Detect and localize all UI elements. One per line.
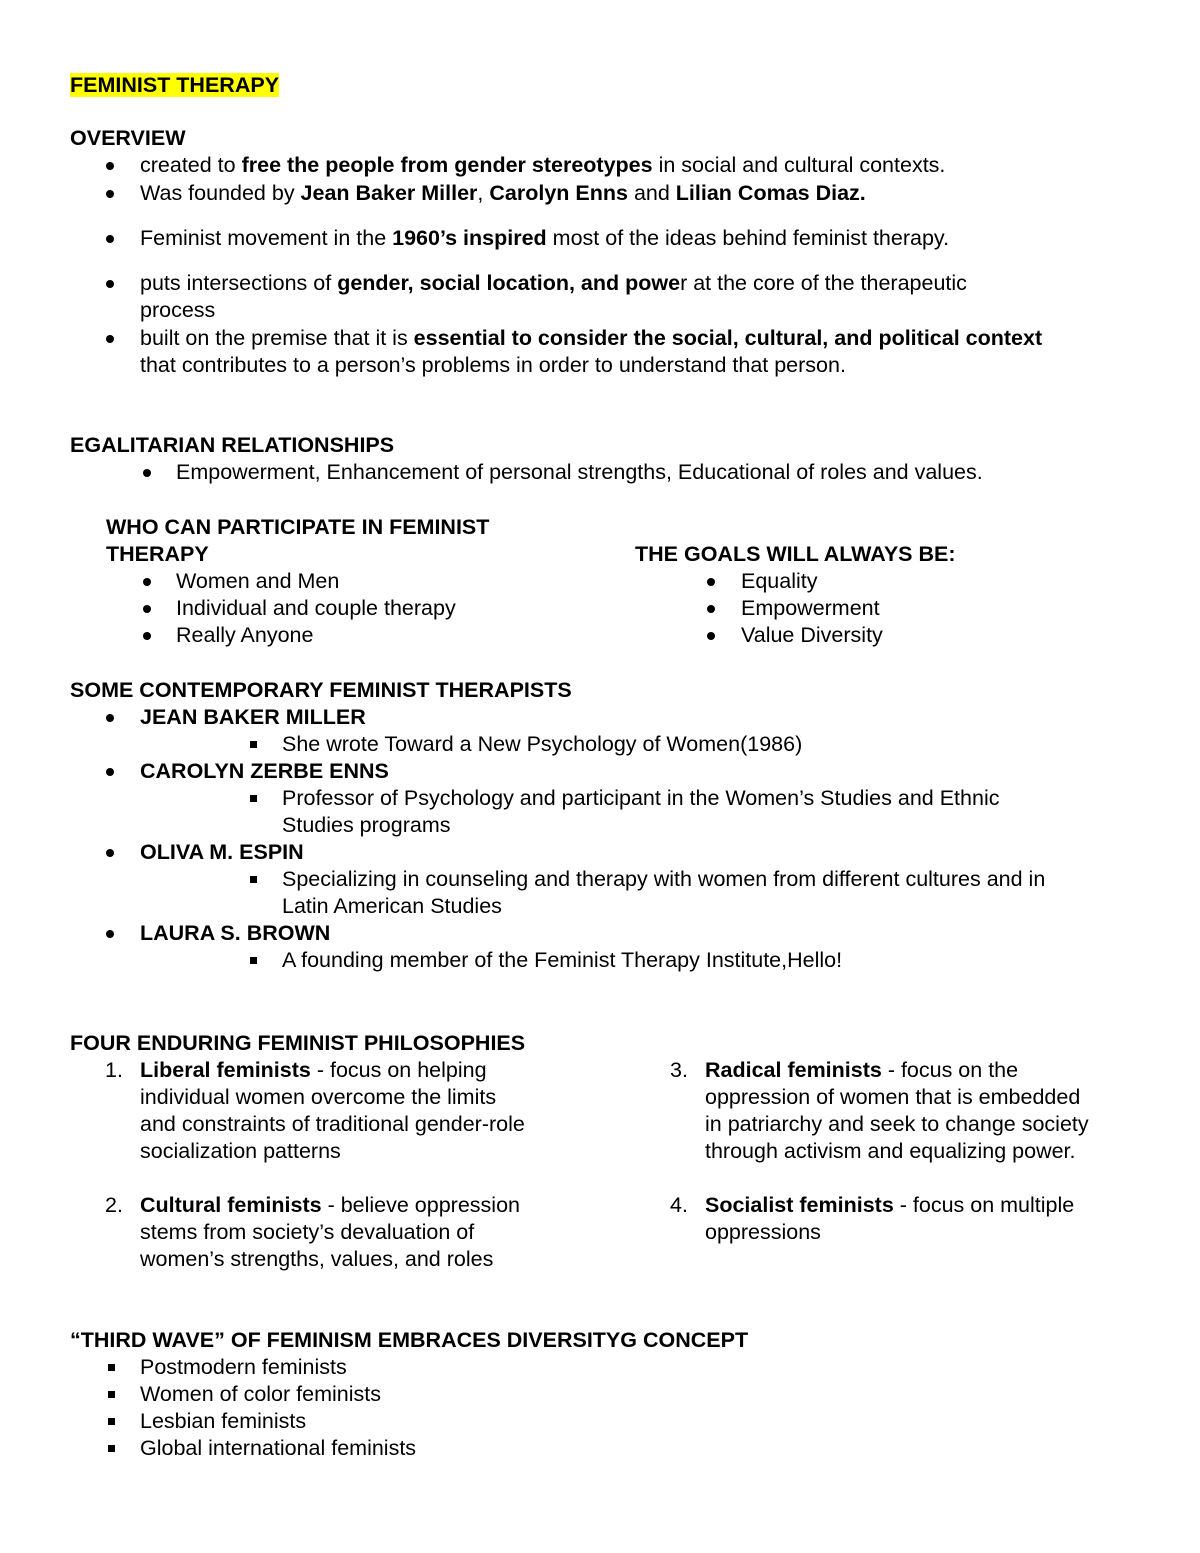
square-bullet-icon	[108, 1445, 115, 1452]
document-title	[70, 72, 279, 99]
text: She wrote Toward a New Psychology of Women(1986)	[282, 732, 803, 756]
text: Postmodern feminists	[140, 1355, 347, 1379]
square-bullet-icon	[108, 1391, 115, 1398]
square-bullet-icon	[108, 1418, 115, 1425]
therapist-name	[70, 758, 1150, 785]
bold-text: Liberal feminists	[140, 1058, 311, 1082]
text: Studies programs	[282, 813, 451, 837]
bold-text: 1960’s inspired	[392, 226, 547, 250]
text: Feminist movement in the	[140, 226, 393, 250]
title-highlight: FEMINIST THERAPY	[70, 73, 280, 97]
bold-text: JEAN BAKER MILLER	[140, 705, 366, 729]
text: women’s strengths, values, and roles	[140, 1247, 494, 1271]
bold-text: CAROLYN ZERBE ENNS	[140, 759, 389, 783]
bullet-icon	[143, 469, 151, 477]
text: and	[627, 181, 676, 205]
therapist-name	[70, 839, 1150, 866]
text: Global international feminists	[140, 1436, 417, 1460]
text: built on the premise that it is	[140, 326, 414, 350]
text: Latin American Studies	[282, 894, 502, 918]
who-heading	[106, 514, 489, 568]
heading-line: WHO CAN PARTICIPATE IN FEMINIST	[106, 515, 490, 539]
bold-text: Cultural feminists	[140, 1193, 322, 1217]
bold-text: Jean Baker Miller	[300, 181, 478, 205]
bullet-icon	[143, 605, 151, 613]
therapist-detail	[70, 947, 1150, 974]
third-wave-heading: “THIRD WAVE” OF FEMINISM EMBRACES DIVERSITYG CONCEPT	[70, 1328, 749, 1352]
text: Value Diversity	[741, 623, 883, 647]
text: Individual and couple therapy	[176, 596, 456, 620]
text: most of the ideas behind feminist therapy.	[546, 226, 950, 250]
bold-text: Carolyn Enns	[489, 181, 628, 205]
bullet-icon	[106, 849, 114, 857]
bullet-icon	[707, 632, 715, 640]
bold-text: Lilian Comas Diaz.	[675, 181, 866, 205]
text: puts intersections of	[140, 271, 338, 295]
bullet-icon	[143, 578, 151, 586]
therapist-name	[70, 704, 1150, 731]
therapist-name	[70, 920, 1150, 947]
square-bullet-icon	[250, 741, 257, 748]
text: Empowerment	[741, 596, 880, 620]
text: individual women overcome the limits	[140, 1085, 497, 1109]
therapists-heading: SOME CONTEMPORARY FEMINIST THERAPISTS	[70, 678, 572, 702]
text: through activism and equalizing power.	[705, 1139, 1076, 1163]
therapist-detail	[70, 866, 1150, 920]
square-bullet-icon	[250, 876, 257, 883]
text: - focus on multiple	[893, 1193, 1075, 1217]
text: - focus on helping	[310, 1058, 487, 1082]
text: oppressions	[705, 1220, 821, 1244]
list-number: 3.	[670, 1058, 688, 1082]
bold-text: LAURA S. BROWN	[140, 921, 331, 945]
bullet-icon	[106, 280, 114, 288]
bold-text: gender, social location, and powe	[337, 271, 681, 295]
bullet-icon	[707, 578, 715, 586]
list-number: 1.	[105, 1058, 123, 1082]
text: A founding member of the Feminist Therapy Institute,Hello!	[282, 948, 843, 972]
bullet-icon	[106, 190, 114, 198]
list-number: 2.	[105, 1193, 123, 1217]
text: Women of color feminists	[140, 1382, 381, 1406]
bold-text: free the people from gender stereotypes	[241, 153, 653, 177]
text: and constraints of traditional gender-role	[140, 1112, 525, 1136]
therapist-detail	[70, 785, 1150, 839]
text: in social and cultural contexts.	[652, 153, 946, 177]
goals-heading: THE GOALS WILL ALWAYS BE:	[635, 542, 956, 566]
therapists-list	[70, 704, 1150, 974]
bold-text: Socialist feminists	[705, 1193, 894, 1217]
list-number: 4.	[670, 1193, 688, 1217]
text: socialization patterns	[140, 1139, 341, 1163]
bold-text: OLIVA M. ESPIN	[140, 840, 304, 864]
text: process	[140, 298, 216, 322]
bullet-icon	[106, 930, 114, 938]
bullet-icon	[106, 235, 114, 243]
therapist-detail	[70, 731, 1150, 758]
text: Women and Men	[176, 569, 340, 593]
square-bullet-icon	[250, 795, 257, 802]
text: Professor of Psychology and participant in the Women’s Studies and Ethnic	[282, 786, 1000, 810]
bullet-icon	[106, 162, 114, 170]
text: Really Anyone	[176, 623, 314, 647]
heading-line: THERAPY	[106, 542, 209, 566]
overview-heading: OVERVIEW	[70, 126, 186, 150]
text: Lesbian feminists	[140, 1409, 307, 1433]
text: Specializing in counseling and therapy with women from different cultures and in	[282, 867, 1046, 891]
text: - focus on the	[881, 1058, 1019, 1082]
text: - believe oppression	[321, 1193, 520, 1217]
text: ,	[477, 181, 490, 205]
text: that contributes to a person’s problems in order to understand that person.	[140, 353, 846, 377]
bullet-icon	[106, 335, 114, 343]
bullet-icon	[106, 768, 114, 776]
square-bullet-icon	[108, 1364, 115, 1371]
philosophies-heading: FOUR ENDURING FEMINIST PHILOSOPHIES	[70, 1031, 526, 1055]
text: stems from society’s devaluation of	[140, 1220, 475, 1244]
bold-text: essential to consider the social, cultural, and political context	[413, 326, 1043, 350]
text: Equality	[741, 569, 818, 593]
bullet-icon	[707, 605, 715, 613]
bullet-icon	[143, 632, 151, 640]
egalitarian-heading: EGALITARIAN RELATIONSHIPS	[70, 433, 395, 457]
text: oppression of women that is embedded	[705, 1085, 1081, 1109]
text: Empowerment, Enhancement of personal strengths, Educational of roles and values.	[176, 460, 983, 484]
text: r at the core of the therapeutic	[680, 271, 967, 295]
text: Was founded by	[140, 181, 301, 205]
bold-text: Radical feminists	[705, 1058, 882, 1082]
text: created to	[140, 153, 242, 177]
bullet-icon	[106, 714, 114, 722]
square-bullet-icon	[250, 957, 257, 964]
text: in patriarchy and seek to change society	[705, 1112, 1089, 1136]
